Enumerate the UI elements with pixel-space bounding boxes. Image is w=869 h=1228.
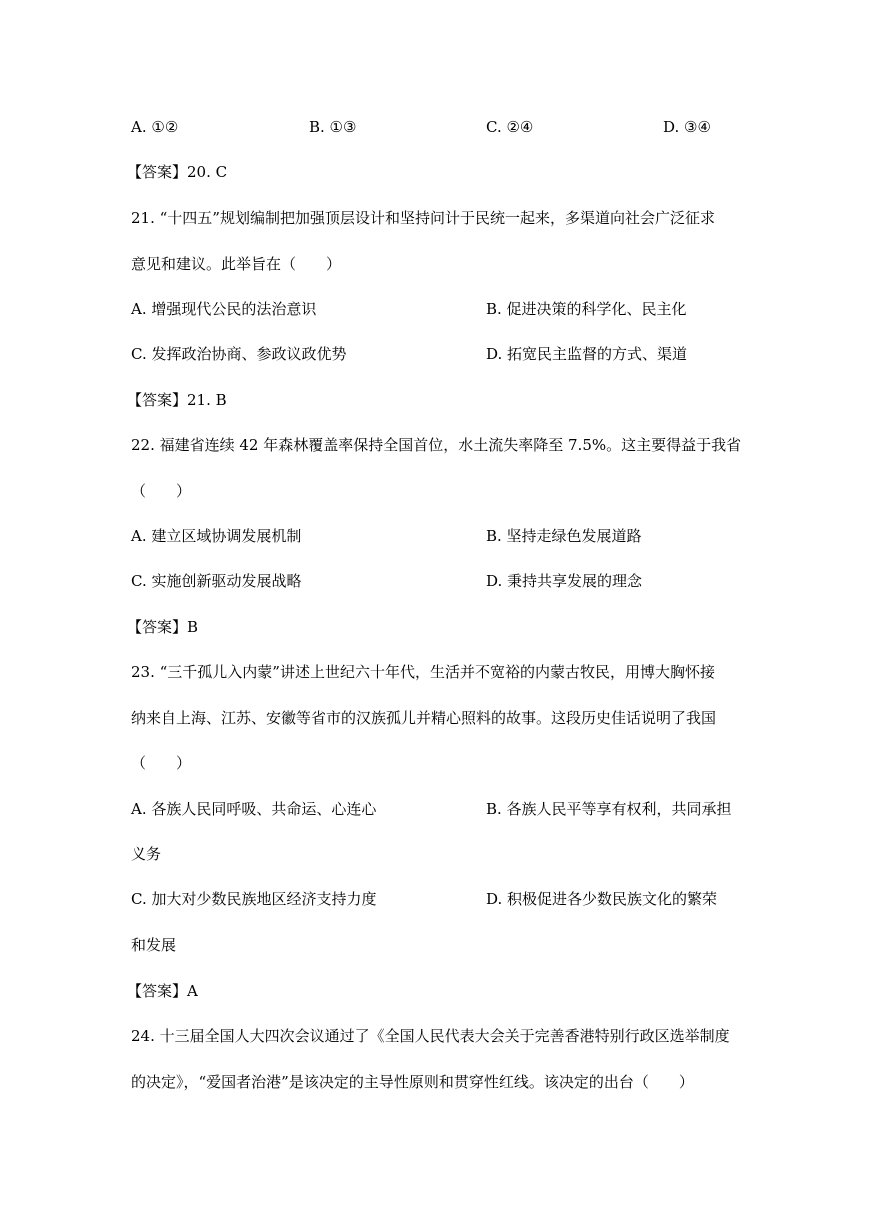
q22-option-d: D. 秉持共享发展的理念	[486, 572, 643, 590]
q21-option-c: C. 发挥政治协商、参政议政优势	[131, 345, 347, 363]
q23-stem-line1: 23. “三千孤儿入内蒙”讲述上世纪六十年代，生活并不宽裕的内蒙古牧民，用博大胸怀接	[131, 663, 715, 681]
q21-stem-line1: 21. “十四五”规划编制把加强顶层设计和坚持问计于民统一起来，多渠道向社会广泛征求	[131, 209, 715, 227]
q23-option-d: D. 积极促进各少数民族文化的繁荣	[486, 890, 718, 908]
q22-answer: 【答案】B	[127, 618, 199, 636]
q20-answer: 【答案】20. C	[127, 163, 228, 181]
q22-option-c: C. 实施创新驱动发展战略	[131, 572, 302, 590]
q20-option-d: D. ③④	[663, 118, 711, 136]
q21-option-d: D. 拓宽民主监督的方式、渠道	[486, 345, 688, 363]
q23-option-d-continued: 和发展	[131, 936, 177, 954]
q23-option-a: A. 各族人民同呼吸、共命运、心连心	[131, 800, 377, 818]
q24-stem-line1: 24. 十三届全国人大四次会议通过了《全国人民代表大会关于完善香港特别行政区选举制度	[131, 1027, 730, 1045]
q20-option-c: C. ②④	[486, 118, 534, 136]
q20-option-b: B. ①③	[309, 118, 357, 136]
q22-stem-line1: 22. 福建省连续 42 年森林覆盖率保持全国首位，水土流失率降至 7.5%。这主要得益于我省	[131, 436, 742, 454]
q21-option-a: A. 增强现代公民的法治意识	[131, 300, 317, 318]
q21-answer: 【答案】21. B	[127, 391, 227, 409]
q24-stem-line2: 的决定》，“爱国者治港”是该决定的主导性原则和贯穿性红线。该决定的出台（ ）	[131, 1073, 694, 1091]
q21-stem-line2: 意见和建议。此举旨在（ ）	[131, 255, 342, 273]
q22-stem-line2: （ ）	[131, 482, 192, 500]
q22-option-b: B. 坚持走绿色发展道路	[486, 527, 642, 545]
q23-stem-line2: 纳来自上海、江苏、安徽等省市的汉族孤儿并精心照料的故事。这段历史佳话说明了我国	[131, 709, 717, 727]
q23-option-c: C. 加大对少数民族地区经济支持力度	[131, 890, 377, 908]
q23-option-b-continued: 义务	[131, 845, 162, 863]
q23-answer: 【答案】A	[127, 982, 198, 1000]
q20-option-a: A. ①②	[131, 118, 179, 136]
q22-option-a: A. 建立区域协调发展机制	[131, 527, 302, 545]
q21-option-b: B. 促进决策的科学化、民主化	[486, 300, 687, 318]
q23-stem-line3: （ ）	[131, 754, 192, 772]
q23-option-b: B. 各族人民平等享有权利，共同承担	[486, 800, 732, 818]
